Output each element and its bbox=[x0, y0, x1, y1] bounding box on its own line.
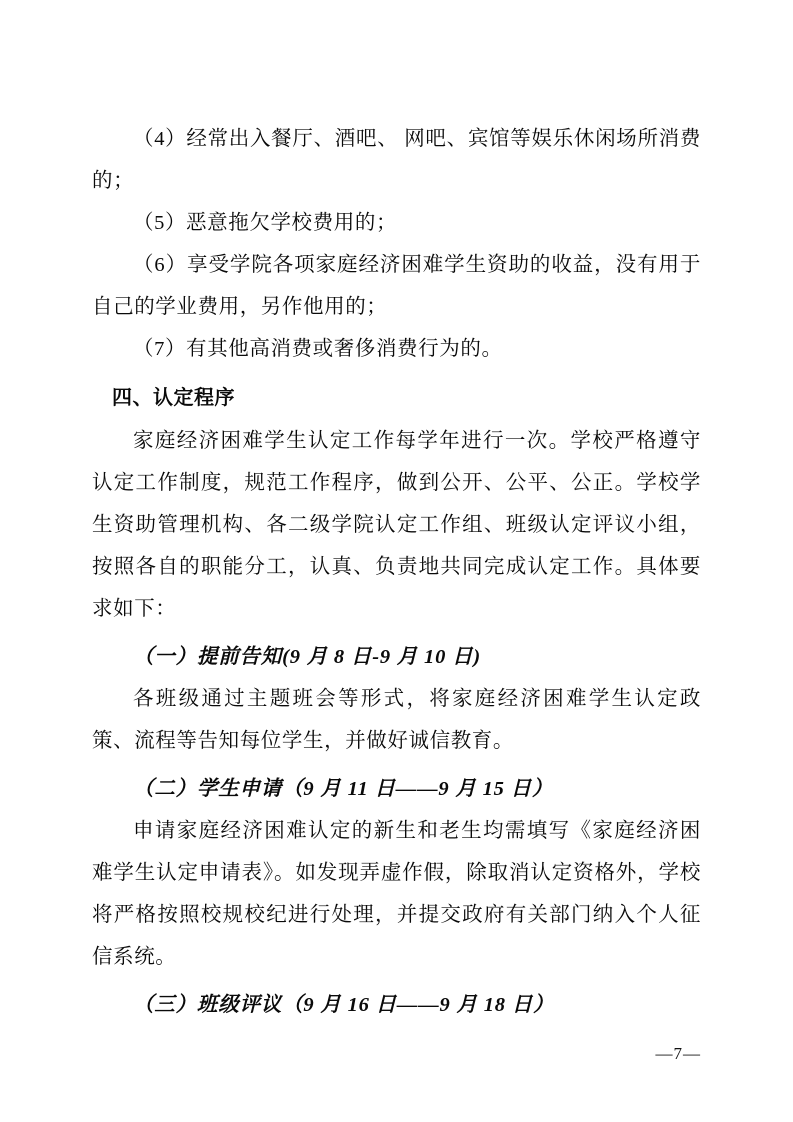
subsection-heading-two: （二）学生申请（9 月 11 日——9 月 15 日） bbox=[133, 778, 554, 800]
list-item: （4）经常出入餐厅、酒吧、 网吧、宾馆等娱乐休闲场所消费的； bbox=[92, 128, 701, 192]
section-heading: 四、认定程序 bbox=[112, 385, 235, 409]
subsection-heading-one: （一）提前告知(9 月 8 日-9 月 10 日) bbox=[133, 646, 481, 668]
subsection-paragraph-one: 各班级通过主题班会等形式，将家庭经济困难学生认定政策、流程等告知每位学生，并做好诚信教育。 bbox=[92, 688, 701, 752]
page-number: —7— bbox=[655, 1044, 701, 1063]
subsection-paragraph-two: 申请家庭经济困难认定的新生和老生均需填写《家庭经济困难学生认定申请表》。如发现弄虚作假，除取消认定资格外，学校将严格按照校规校纪进行处理，并提交政府有关部门纳入个人征信系统。 bbox=[92, 820, 701, 968]
list-item: （5）恶意拖欠学校费用的； bbox=[133, 212, 398, 234]
document-body bbox=[92, 118, 701, 1026]
subsection-heading-three: （三）班级评议（9 月 16 日——9 月 18 日） bbox=[133, 994, 555, 1016]
section-paragraph: 家庭经济困难学生认定工作每学年进行一次。学校严格遵守认定工作制度，规范工作程序，做到公开、公平、公正。学校学生资助管理机构、各二级学院认定工作组、班级认定评议小组，按照各自的职能分工，认真、负责地共同完成认定工作。具体要求如下： bbox=[92, 430, 701, 620]
list-item: （7）有其他高消费或奢侈消费行为的。 bbox=[133, 338, 503, 360]
list-item: （6）享受学院各项家庭经济困难学生资助的收益，没有用于自己的学业费用，另作他用的； bbox=[92, 254, 701, 318]
